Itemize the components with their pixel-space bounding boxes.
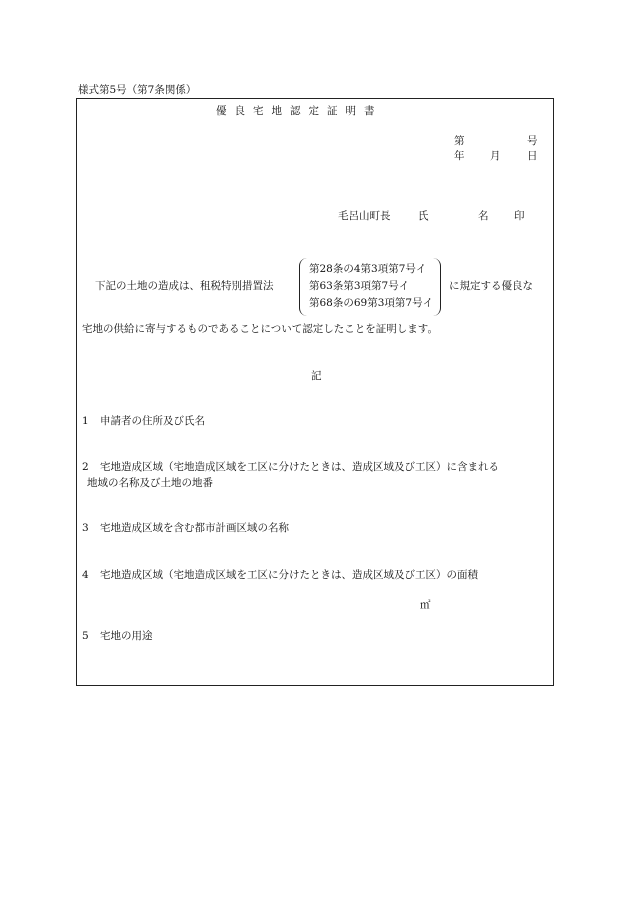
date-month: 月 <box>490 150 501 162</box>
item-2-text: 宅地造成区域（宅地造成区域を工区に分けたときは、造成区域及び工区）に含まれる <box>100 461 499 473</box>
area-unit: ㎡ <box>420 599 431 611</box>
issuer-shi: 氏 <box>418 210 429 222</box>
item-2-number: 2 <box>82 461 89 473</box>
body-intro: 下記の土地の造成は、租税特別措置法 <box>95 280 274 292</box>
item-3-text: 宅地造成区域を含む都市計画区域の名称 <box>100 522 289 534</box>
item-1-text: 申請者の住所及び氏名 <box>100 415 205 427</box>
item-2-text-continued: 地域の名称及び土地の地番 <box>87 477 213 489</box>
form-frame <box>76 98 554 686</box>
item-1-number: 1 <box>82 415 89 427</box>
item-5-number: 5 <box>82 630 89 642</box>
issuer-title: 毛呂山町長 <box>338 210 391 222</box>
number-go: 号 <box>527 135 538 147</box>
ki-heading: 記 <box>311 370 322 382</box>
date-day: 日 <box>527 150 538 162</box>
item-4-number: 4 <box>82 569 89 581</box>
date-year: 年 <box>454 150 465 162</box>
item-5-text: 宅地の用途 <box>100 630 153 642</box>
article-line-1: 第28条の4第3項第7号イ <box>309 263 427 275</box>
item-3-number: 3 <box>82 522 89 534</box>
document-title: 優良宅地認定証明書 <box>216 105 383 117</box>
number-dai: 第 <box>454 135 465 147</box>
body-tail: に規定する優良な <box>449 280 533 292</box>
item-4-text: 宅地造成区域（宅地造成区域を工区に分けたときは、造成区域及び工区）の面積 <box>100 569 478 581</box>
article-line-3: 第68条の69第3項第7号イ <box>309 297 434 309</box>
issuer-mei: 名 <box>478 210 489 222</box>
body-line-2: 宅地の供給に寄与するものであることについて認定したことを証明します。 <box>82 323 438 335</box>
form-number-label: 様式第5号（第7条関係） <box>78 84 197 96</box>
seal-mark: 印 <box>514 210 525 222</box>
article-line-2: 第63条第3項第7号イ <box>309 280 410 292</box>
